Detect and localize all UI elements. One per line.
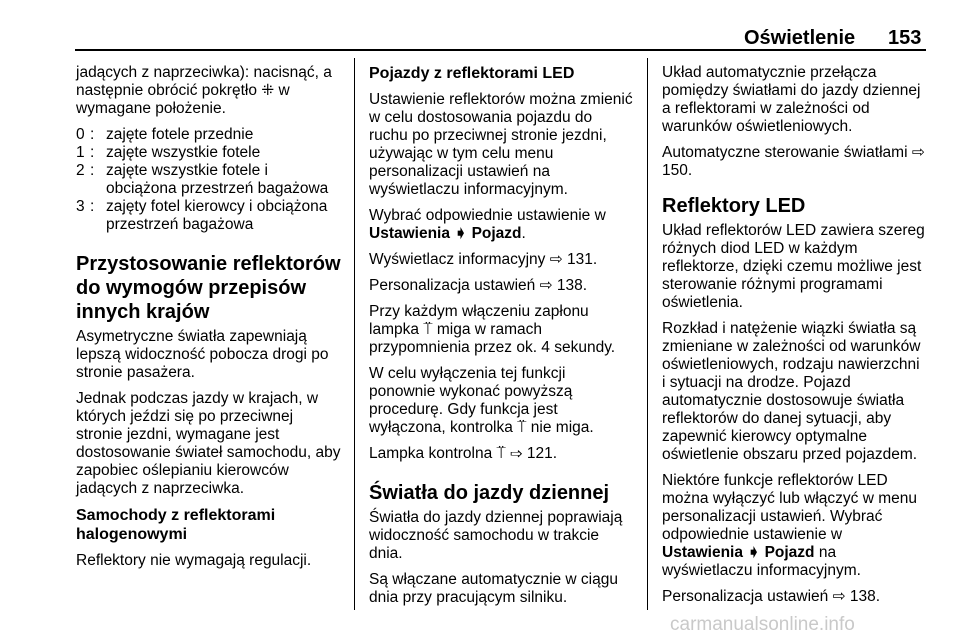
list-item-number: 1 (76, 144, 85, 161)
paragraph: Przy każdym włączeniu zapłonu lampka ⍡ miga w ramach przypomnienia przez ok. 4 sekundy. (369, 303, 616, 356)
cross-reference[interactable]: Personalizacja ustawień ⇨ 138. (369, 277, 588, 294)
paragraph: Asymetryczne światła zapewniają lepszą widoczność pobocza drogi po stronie pasażera. (76, 328, 329, 381)
paragraph: Układ reflektorów LED zawiera szereg różnych diod LED w każdym reflektorze, dzięki czemu możliwe jest sterowanie różnymi programami oświetlenia. (662, 222, 925, 311)
paragraph: Jednak podczas jazdy w krajach, w których jeździ się po przeciwnej stronie jezdni, wymagane jest dostosowanie świateł samochodu, aby zapobiec oślepianiu kierowców jadących z naprzeciwka. (76, 390, 341, 497)
paragraph-text: Niektóre funkcje reflektorów LED można wyłączyć lub włączyć w menu personalizacji ustawień. Wybrać odpowiednie ustawienie w (662, 472, 917, 543)
list-item-text: zajęty fotel kierowcy i obciążona przestrzeń bagażowa (106, 198, 328, 233)
cross-reference[interactable]: Lampka kontrolna ⍡ ⇨ 121. (369, 445, 557, 462)
column-3 (662, 64, 927, 614)
menu-path: Ustawienia ➧ Pojazd (369, 225, 522, 242)
paragraph: Reflektory nie wymagają regulacji. (76, 552, 312, 569)
subsection-heading: Samochody z reflektorami halogenowymi (76, 507, 276, 543)
watermark: carmanualsonline.info (670, 614, 855, 635)
list-item-text: zajęte wszystkie fotele i obciążona przestrzeń bagażowa (106, 162, 329, 197)
paragraph (662, 472, 927, 580)
list-item-number: 3 (76, 198, 85, 215)
list-item: 1 : zajęte wszystkie fotele (76, 144, 341, 162)
paragraph-text: na wyświetlaczu informacyjnym. (662, 544, 861, 579)
list-item: 3 : zajęty fotel kierowcy i obciążona przestrzeń bagażowa (76, 198, 341, 234)
list-item-text: zajęte fotele przednie (106, 126, 254, 143)
paragraph (369, 207, 635, 243)
list-item-number: 0 (76, 126, 85, 143)
column-divider-2 (647, 58, 648, 610)
column-2 (369, 64, 635, 615)
cross-reference[interactable]: Wyświetlacz informacyjny ⇨ 131. (369, 251, 598, 268)
paragraph: W celu wyłączenia tej funkcji ponownie wykonać powyższą procedurę. Gdy funkcja jest wyłączona, kontrolka ⍡ nie miga. (369, 365, 594, 436)
subsection-heading: Pojazdy z reflektorami LED (369, 65, 575, 82)
paragraph: Układ automatycznie przełącza pomiędzy światłami do jazdy dziennej a reflektorami w zależności od warunków oświetleniowych. (662, 64, 921, 135)
menu-path: Ustawienia ➧ Pojazd (662, 544, 815, 561)
paragraph: Światła do jazdy dziennej poprawiają widoczność samochodu w trakcie dnia. (369, 509, 623, 562)
page-header-title: Oświetlenie (744, 27, 856, 49)
paragraph: Rozkład i natężenie wiązki światła są zmieniane w zależności od warunków oświetleniowych, rodzaju nawierzchni i sytuacji na drodze. Pojazd automatycznie dostosowuje światła reflektorów do danej sytuacji, aby zapewnić kierowcy optymalne oświetlenie obszaru przed pojazdem. (662, 320, 921, 463)
paragraph: jadących z naprzeciwka): nacisnąć, a następnie obrócić pokrętło ⁜ w wymagane położenie. (76, 64, 332, 117)
header-rule (75, 49, 926, 51)
list-item-text: zajęte wszystkie fotele (106, 144, 261, 161)
paragraph-text: Wybrać odpowiednie ustawienie w (369, 207, 606, 224)
list-item: 2 : zajęte wszystkie fotele i obciążona przestrzeń bagażowa (76, 162, 341, 198)
list-item: 0 : zajęte fotele przednie (76, 126, 341, 144)
list-item-number: 2 (76, 162, 85, 179)
section-heading: Reflektory LED (662, 195, 806, 217)
paragraph-text: . (521, 225, 526, 242)
cross-reference[interactable]: Automatyczne sterowanie światłami ⇨ 150. (662, 144, 925, 179)
page-number: 153 (888, 27, 922, 49)
column-divider-1 (354, 58, 355, 610)
column-1 (76, 64, 341, 578)
cross-reference[interactable]: Personalizacja ustawień ⇨ 138. (662, 588, 881, 605)
paragraph: Ustawienie reflektorów można zmienić w celu dostosowania pojazdu do ruchu po przeciwnej stronie jezdni, używając w tym celu menu personalizacji ustawień na wyświetlaczu informacyjnym. (369, 91, 633, 198)
seat-load-list (76, 126, 341, 234)
section-heading: Światła do jazdy dziennej (369, 482, 610, 504)
paragraph: Są włączane automatycznie w ciągu dnia przy pracującym silniku. (369, 571, 618, 606)
section-heading: Przystosowanie reflektorów do wymogów przepisów innych krajów (76, 253, 341, 323)
